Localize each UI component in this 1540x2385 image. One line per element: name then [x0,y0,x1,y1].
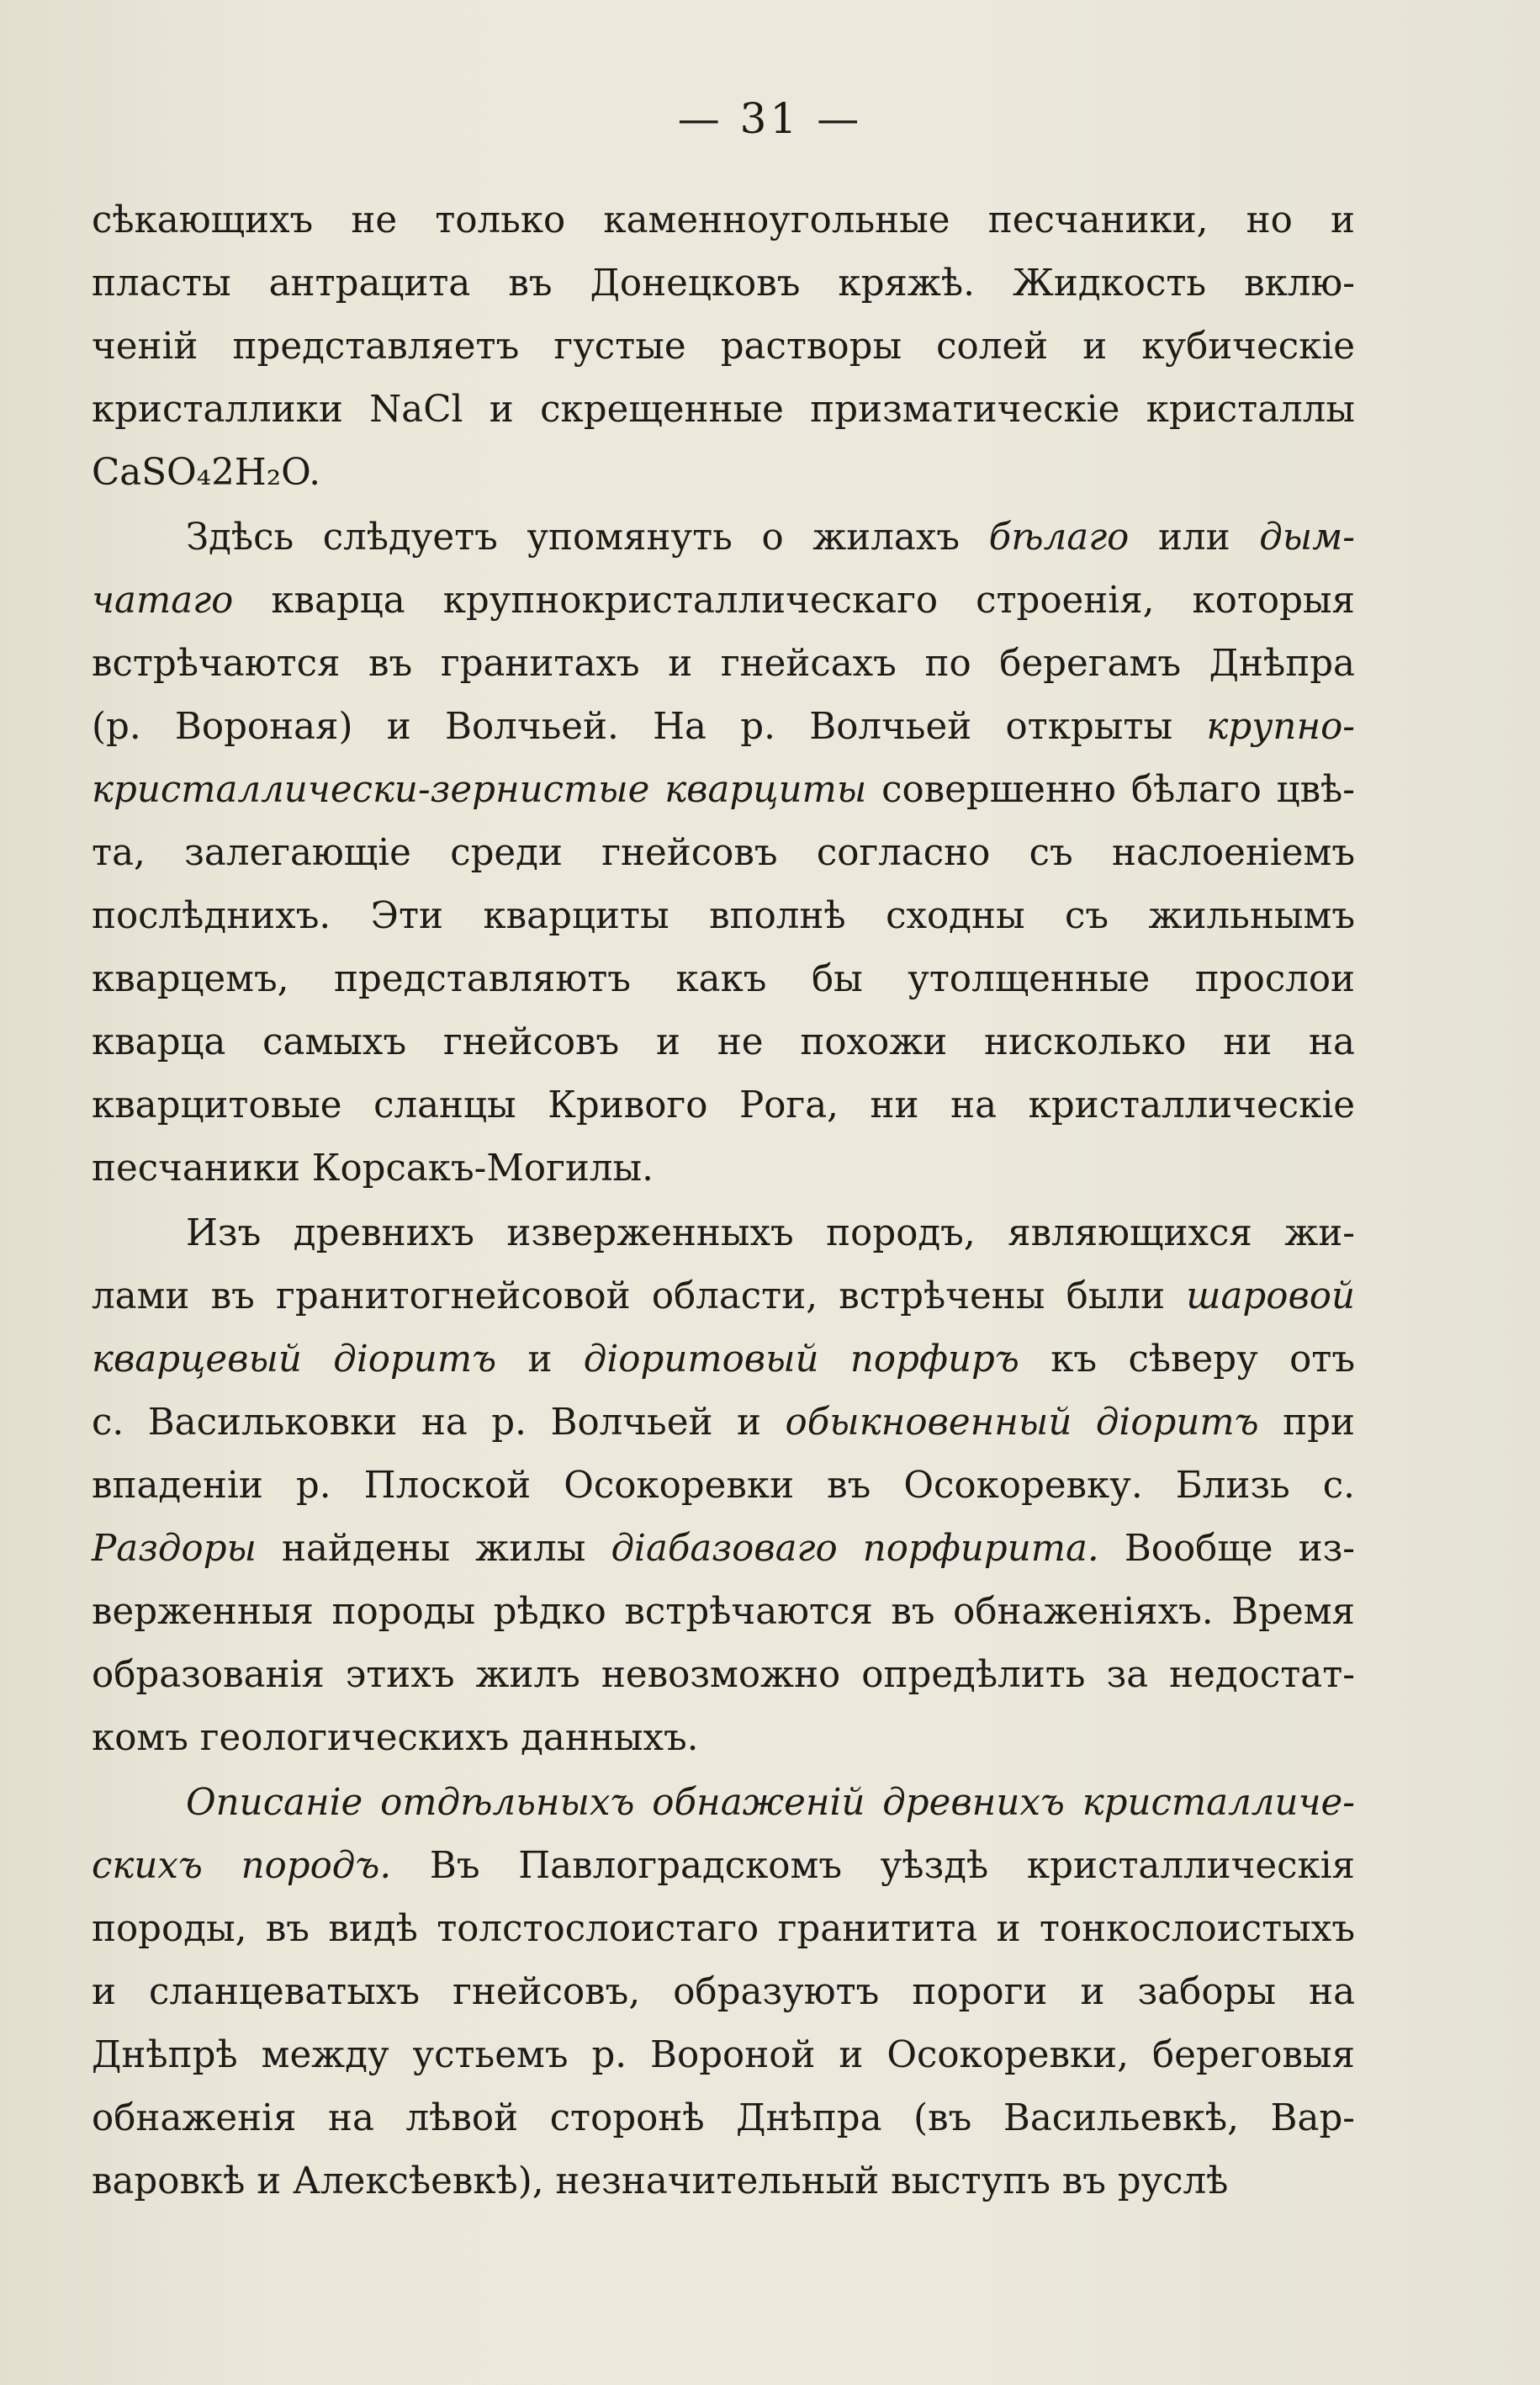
text-line [92,2024,1355,2087]
text-run: обнаженія на лѣвой сторонѣ Днѣпра (въ Васильевкѣ, Вар- [92,2097,1355,2139]
text-run: та, залегающіе среди гнейсовъ согласно съ наслоеніемъ [92,832,1355,874]
text-run: пласты антрацита въ Донецковъ кряжѣ. Жидкость вклю- [92,262,1355,305]
text-line [92,1328,1355,1391]
text-line [92,1644,1355,1707]
text-run: кварца самыхъ гнейсовъ и не похожи нисколько ни на [92,1021,1355,1063]
text-run: ченій представляетъ густые растворы солей и кубическіе [92,326,1355,368]
text-line [92,2150,1355,2213]
text-line [92,1455,1355,1518]
text-line [92,1391,1355,1455]
text-line [92,1202,1355,1265]
text-run: найдены жилы [256,1528,611,1570]
body-text [92,189,1355,2213]
text-line [92,1707,1355,1770]
text-line [92,1835,1355,1898]
text-line [92,442,1355,505]
text-line [92,1581,1355,1644]
text-line [92,948,1355,1011]
text-line [92,759,1355,822]
text-line [92,1265,1355,1328]
italic-term: обыкновенный діоритъ [785,1402,1259,1444]
text-line [92,1961,1355,2024]
text-run: совершенно бѣлаго цвѣ- [866,769,1355,811]
italic-term: крупно- [1206,706,1355,748]
text-line [92,506,1355,570]
paragraph [92,189,1355,505]
italic-term: кристаллически-зернистые кварциты [92,769,867,811]
text-run: Днѣпрѣ между устьемъ р. Вороной и Осокоревки, береговыя [92,2034,1355,2076]
text-line [92,885,1355,948]
text-run: при [1258,1402,1355,1444]
text-line [92,315,1355,379]
italic-term: діоритовый порфиръ [583,1338,1019,1381]
text-run: Въ Павлоградскомъ уѣздѣ кристаллическія [391,1845,1355,1887]
text-line [92,1011,1355,1074]
text-run: образованія этихъ жилъ невозможно опредѣлить за недостат- [92,1654,1355,1696]
text-run: CaSO₄2H₂O. [92,452,321,494]
text-line [92,189,1355,252]
text-line [92,1772,1355,1835]
text-run: кварцитовые сланцы Кривого Рога, ни на кристаллическіе [92,1084,1355,1126]
text-line [92,2087,1355,2150]
text-line [92,570,1355,633]
text-run: комъ геологическихъ данныхъ. [92,1717,699,1759]
paragraph [92,1772,1355,2213]
italic-term: Раздоры [92,1528,257,1570]
text-line [92,822,1355,885]
text-line [92,633,1355,696]
italic-term: Описаніе отдѣльныхъ обнаженій древнихъ кристалличе- [186,1782,1355,1824]
text-run: лами въ гранитогнейсовой области, встрѣчены были [92,1275,1187,1317]
text-run: кристаллики NaCl и скрещенные призматическіе кристаллы [92,389,1355,431]
text-run: впаденіи р. Плоской Осокоревки въ Осокоревку. Близь с. [92,1465,1355,1507]
italic-term: дым- [1259,517,1355,559]
text-run: кварца крупнокристаллическаго строенія, которыя [233,580,1355,622]
text-run: или [1129,517,1260,559]
text-run: сѣкающихъ не только каменноугольные песчаники, но и [92,199,1355,241]
text-line [92,1137,1355,1200]
page-number: — 31 — [677,94,863,143]
text-run: кварцемъ, представляютъ какъ бы утолщенные прослои [92,958,1355,1000]
text-line [92,252,1355,315]
italic-term: бѣлаго [988,517,1130,559]
text-run: Изъ древнихъ изверженныхъ породъ, являющихся жи- [186,1212,1355,1254]
text-run: с. Васильковки на р. Волчьей и [92,1402,786,1444]
text-line [92,1898,1355,1961]
text-run: Вообще из- [1098,1528,1356,1570]
italic-term: шаровой [1186,1275,1355,1317]
italic-term: чатаго [92,580,234,622]
italic-term: кварцевый діоритъ [92,1338,497,1381]
text-line [92,696,1355,759]
text-line [92,1074,1355,1137]
italic-term: скихъ породъ. [92,1845,392,1887]
text-run: песчаники Корсакъ-Могилы. [92,1147,654,1190]
text-run: послѣднихъ. Эти кварциты вполнѣ сходны съ жильнымъ [92,895,1355,937]
text-line [92,1518,1355,1581]
paragraph [92,506,1355,1200]
text-run: верженныя породы рѣдко встрѣчаются въ обнаженіяхъ. Время [92,1591,1355,1633]
text-run: Здѣсь слѣдуетъ упомянуть о жилахъ [186,517,989,559]
text-run: породы, въ видѣ толстослоистаго гранитита и тонкослоистыхъ [92,1908,1355,1950]
text-run: варовкѣ и Алексѣевкѣ), незначительный выступъ въ руслѣ [92,2160,1229,2202]
text-run: встрѣчаются въ гранитахъ и гнейсахъ по берегамъ Днѣпра [92,643,1355,685]
text-run: къ сѣверу отъ [1019,1338,1356,1381]
text-run: (р. Вороная) и Волчьей. На р. Волчьей открыты [92,706,1207,748]
text-run: и сланцеватыхъ гнейсовъ, образуютъ пороги и заборы на [92,1971,1355,2013]
italic-term: діабазоваго порфирита. [611,1528,1099,1570]
text-run: и [496,1338,584,1381]
paragraph [92,1202,1355,1770]
text-line [92,379,1355,442]
